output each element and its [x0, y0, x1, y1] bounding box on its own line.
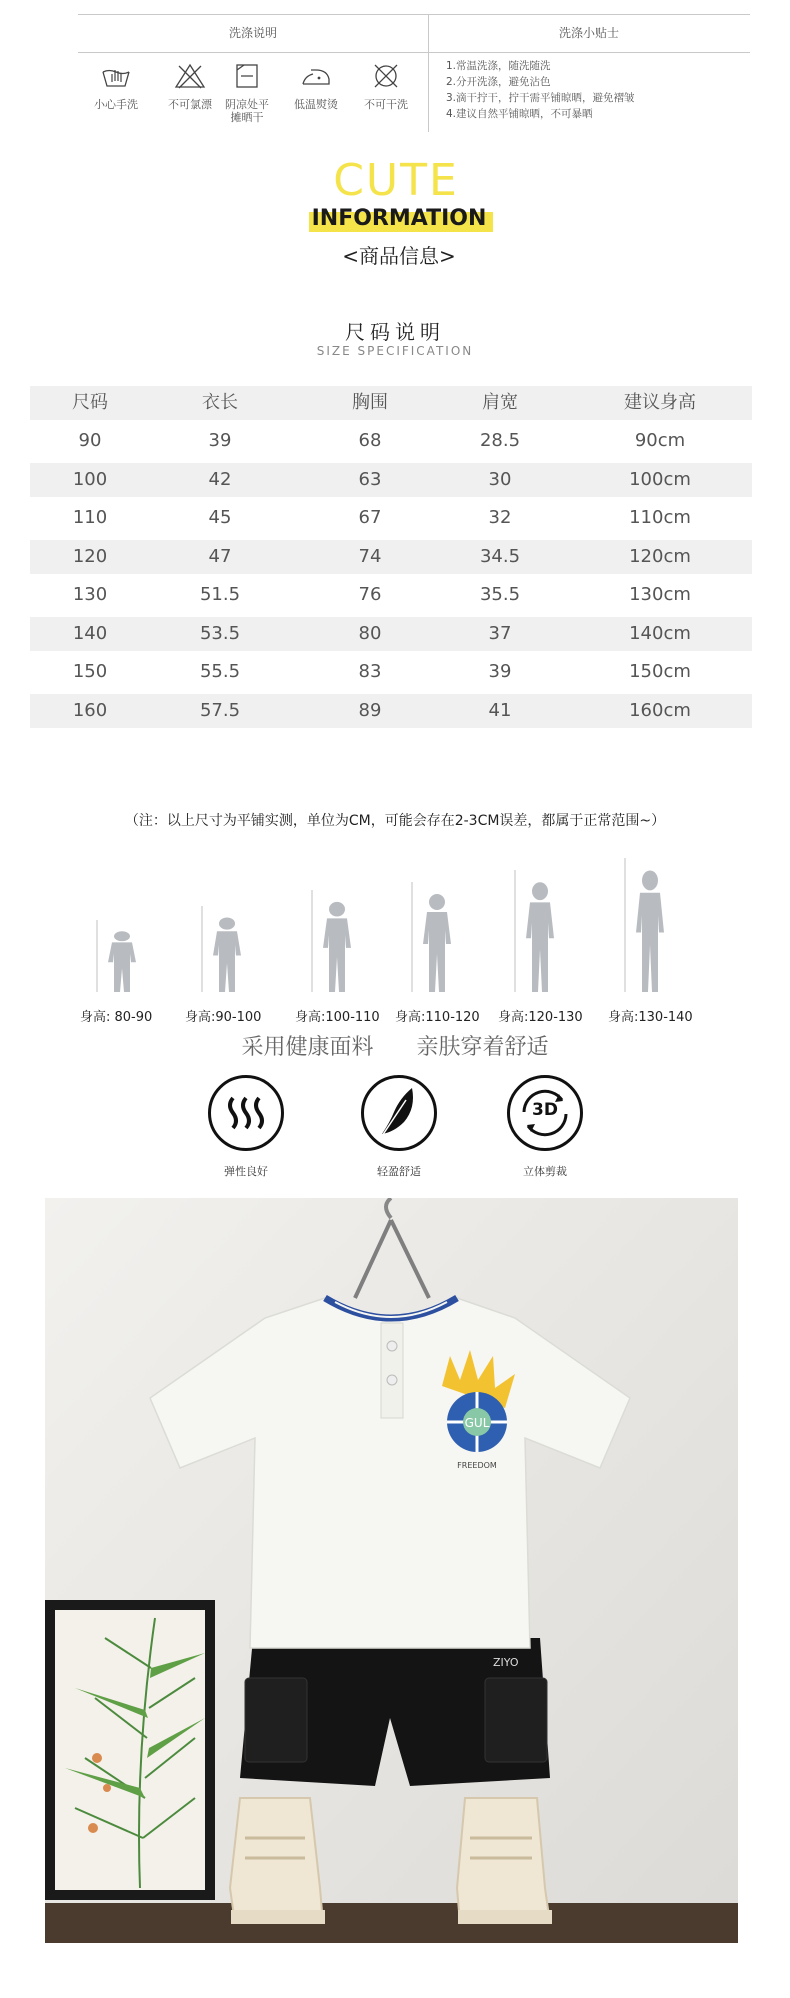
table-row	[30, 617, 752, 651]
height-ruler	[311, 890, 313, 992]
table-cell: 39	[488, 661, 512, 682]
low-iron-icon	[299, 62, 333, 90]
table-header-cell: 胸围	[352, 392, 388, 413]
table-cell: 32	[488, 507, 512, 528]
table-cell: 130	[72, 584, 108, 605]
wash-label-iron: 低温熨烫	[294, 98, 338, 111]
wash-label-dryclean: 不可干洗	[364, 98, 408, 111]
feather-icon	[361, 1075, 437, 1151]
height-ruler	[624, 858, 626, 992]
table-cell: 110	[72, 507, 108, 528]
table-cell: 80	[358, 623, 382, 644]
table-cell: 110cm	[629, 507, 691, 528]
child-silhouette-icon	[520, 880, 560, 992]
child-silhouette-icon	[630, 868, 670, 992]
table-cell: 90cm	[634, 430, 686, 451]
hand-wash-icon	[99, 62, 133, 90]
wash-tips	[446, 58, 635, 122]
table-cell: 45	[208, 507, 232, 528]
height-label: 身高: 80-90	[80, 1010, 153, 1025]
feature-3d	[500, 1075, 590, 1179]
height-ruler	[514, 870, 516, 992]
height-ruler	[96, 920, 98, 992]
wash-item-dryclean	[346, 62, 426, 111]
child-silhouette-icon	[317, 900, 357, 992]
size-note: （注：以上尺寸为平铺实测，单位为CM，可能会存在2-3CM误差，都属于正常范围~）	[124, 813, 666, 829]
table-row	[30, 694, 752, 728]
table-row	[30, 655, 752, 689]
product-illustration	[45, 1198, 738, 1943]
table-cell: 89	[358, 700, 382, 721]
table-cell: 68	[358, 430, 382, 451]
cute-script-title: CUTE	[333, 155, 459, 206]
table-cell: 39	[208, 430, 232, 451]
table-cell: 41	[488, 700, 512, 721]
table-cell: 90	[78, 430, 102, 451]
fabric-slogan	[0, 1030, 790, 1061]
height-ruler	[201, 906, 203, 992]
table-cell: 67	[358, 507, 382, 528]
shorts-tag-text: ZIYO	[493, 1656, 519, 1669]
child-silhouette-icon	[417, 892, 457, 992]
wash-tip: 4.建议自然平铺晾晒，不可暴晒	[446, 108, 593, 120]
table-cell: 37	[488, 623, 512, 644]
table-row	[30, 578, 752, 612]
wash-header-line	[78, 52, 750, 53]
wash-label-bleach: 不可氯漂	[168, 98, 212, 111]
wash-item-iron	[276, 62, 356, 111]
shade-dry-icon	[230, 62, 264, 90]
feature-light	[354, 1075, 444, 1179]
table-cell: 57.5	[199, 700, 241, 721]
feature-label: 立体剪裁	[523, 1165, 567, 1178]
table-cell: 160cm	[629, 700, 691, 721]
wash-label-hand: 小心手洗	[94, 98, 138, 111]
table-cell: 63	[358, 469, 382, 490]
table-header-row	[30, 386, 752, 420]
table-row	[30, 463, 752, 497]
fabric-slogan-left: 采用健康面料	[241, 1035, 374, 1060]
table-header-cell: 尺码	[72, 392, 108, 413]
table-cell: 100cm	[629, 469, 691, 490]
wash-top-line	[78, 14, 750, 15]
height-label: 身高:120-130	[498, 1010, 583, 1025]
wash-item-hand	[76, 62, 156, 111]
table-cell: 35.5	[479, 584, 521, 605]
table-row	[30, 501, 752, 535]
child-silhouette-icon	[207, 916, 247, 992]
table-cell: 51.5	[199, 584, 241, 605]
no-bleach-icon	[173, 62, 207, 90]
table-cell: 53.5	[199, 623, 241, 644]
product-photo	[45, 1198, 738, 1943]
feature-elastic	[201, 1075, 291, 1179]
feature-label: 弹性良好	[224, 1165, 268, 1178]
wash-tip: 3.滴干拧干，拧干需平铺晾晒，避免褶皱	[446, 92, 635, 104]
table-cell: 47	[208, 546, 232, 567]
table-cell: 28.5	[479, 430, 521, 451]
no-dry-clean-icon	[369, 62, 403, 90]
wash-right-header: 洗涤小贴士	[558, 26, 619, 40]
3d-cut-icon	[507, 1075, 583, 1151]
table-cell: 130cm	[629, 584, 691, 605]
table-cell: 30	[488, 469, 512, 490]
height-ruler	[411, 882, 413, 992]
wash-label-dry: 阴凉处平 摊晒干	[225, 98, 269, 124]
table-cell: 140cm	[629, 623, 691, 644]
wash-item-dry	[207, 62, 287, 124]
table-cell: 120cm	[629, 546, 691, 567]
wash-tip: 2.分开洗涤，避免沾色	[446, 76, 551, 88]
table-cell: 150cm	[629, 661, 691, 682]
table-cell: 34.5	[479, 546, 521, 567]
feature-label: 轻盈舒适	[377, 1165, 421, 1178]
size-title: 尺码说明	[345, 320, 445, 344]
fabric-slogan-right: 亲肤穿着舒适	[416, 1035, 549, 1060]
svg-text:GUL: GUL	[464, 1416, 490, 1430]
table-cell: 74	[358, 546, 382, 567]
table-cell: 150	[72, 661, 108, 682]
height-label: 身高:110-120	[395, 1010, 480, 1025]
information-subtitle: <商品信息>	[342, 244, 456, 268]
height-label: 身高:130-140	[608, 1010, 693, 1025]
table-row	[30, 540, 752, 574]
information-title: INFORMATION	[311, 206, 487, 231]
shirt-print-text: FREEDOM	[457, 1461, 497, 1470]
table-cell: 83	[358, 661, 382, 682]
height-label: 身高:100-110	[295, 1010, 380, 1025]
table-cell: 120	[72, 546, 108, 567]
wash-left-header: 洗涤说明	[228, 26, 277, 40]
table-header-cell: 建议身高	[624, 392, 696, 413]
3d-badge-text: 3D	[532, 1100, 558, 1120]
table-header-cell: 肩宽	[482, 392, 518, 413]
table-cell: 160	[72, 700, 108, 721]
size-subtitle: SIZE SPECIFICATION	[316, 344, 474, 358]
table-header-cell: 衣长	[202, 392, 238, 413]
table-cell: 76	[358, 584, 382, 605]
table-cell: 140	[72, 623, 108, 644]
table-row	[30, 424, 752, 458]
height-label: 身高:90-100	[185, 1010, 262, 1025]
elastic-waves-icon	[208, 1075, 284, 1151]
table-cell: 55.5	[199, 661, 241, 682]
wash-tip: 1.常温洗涤，随洗随洗	[446, 60, 551, 72]
table-cell: 100	[72, 469, 108, 490]
table-cell: 42	[208, 469, 232, 490]
child-silhouette-icon	[102, 930, 142, 992]
